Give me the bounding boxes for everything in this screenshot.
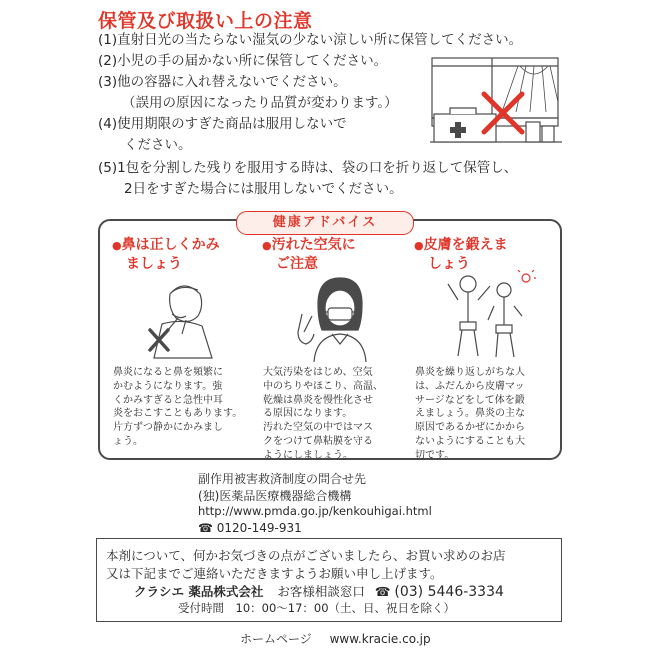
relief-url-link[interactable]: http://www.pmda.go.jp/kenkouhigai.html [198,504,432,518]
advice-1-title: ●鼻は正しくかみ ましょう [112,237,220,272]
storage-line-4-cont: ください。 [124,137,192,153]
bullet-dot-icon: ● [112,239,122,252]
contact-company-row [134,582,504,600]
storage-line-5: (5)1包を分割した残りを服用する時は、袋の口を折り返して保管し、 [98,160,518,176]
sunlight-warning-illustration [430,52,562,156]
reception-hours: 受付時間 10：00～17：00（土、日、祝日を除く） [178,601,456,615]
relief-system-inquiry: 副作用被害救済制度の問合せ先 [198,472,367,486]
telephone-icon: ☎ [374,584,391,599]
relief-phone: ☎ 0120-149-931 [198,521,302,535]
advice-2-body: 大気汚染をはじめ、空気 中のちりやほこり、高温、 乾燥は鼻炎を慢性化させ る原因になります。 汚れた空気の中ではマス クをつけて鼻粘膜を守る ようにしましょう。 [263,367,383,461]
company-name: クラシエ 薬品株式会社 [134,584,264,599]
relief-organization: (独)医薬品医療機器総合機構 [198,489,352,503]
storage-line-3: (3)他の容器に入れ替えないでください。 [98,74,347,90]
advice-3-title: ●皮膚を鍛えま しょう [414,237,508,272]
mask-wearing-illustration [282,274,392,364]
storage-line-2: (2)小児の手の届かない所に保管してください。 [98,53,388,69]
storage-heading: 保管及び取扱い上の注意 [98,10,313,32]
support-desk: お客様相談窓口 [277,584,365,599]
bullet-dot-icon: ● [262,239,272,252]
homepage-url-link[interactable]: www.kracie.co.jp [329,632,431,646]
health-advice-title: 健康アドバイス [236,211,414,235]
contact-line-2: 又は下記までご連絡いただきますようお願い申し上げます。 [106,566,443,581]
advice-1-body: 鼻炎になると鼻を頻繁に かむようになります。強 くかみすぎると急性中耳 炎をおこすこともあります。 片方ずつ静かにかみまし ょう。 [113,367,243,447]
homepage-label: ホームページ [240,632,312,646]
storage-line-1: (1)直射日光の当たらない湿気の少ない涼しい所に保管してください。 [98,32,523,48]
homepage-footer [240,630,431,647]
nose-blowing-illustration [132,274,242,364]
support-phone: (03) 5446-3334 [394,584,504,600]
bullet-dot-icon: ● [414,239,424,252]
contact-line-1: 本剤について、何かお気づきの点がございましたら、お買い求めのお店 [106,548,506,563]
skin-training-illustration [434,270,544,360]
storage-line-4: (4)使用期限のすぎた商品は服用しないで [98,116,347,132]
storage-line-3-note: （誤用の原因になったり品質が変わります。） [122,95,398,111]
storage-line-5-cont: 2日をすぎた場合には服用しないでください。 [124,181,403,197]
advice-2-title: ●汚れた空気に ご注意 [262,237,356,272]
telephone-icon: ☎ [198,521,213,535]
advice-3-body: 鼻炎を繰り返しがちな人 は、ふだんから皮膚マッ サージなどをして体を鍛 えましょう。鼻炎の主な 原因であるかぜにかから ないようにすることも大 切です。 [415,367,525,461]
